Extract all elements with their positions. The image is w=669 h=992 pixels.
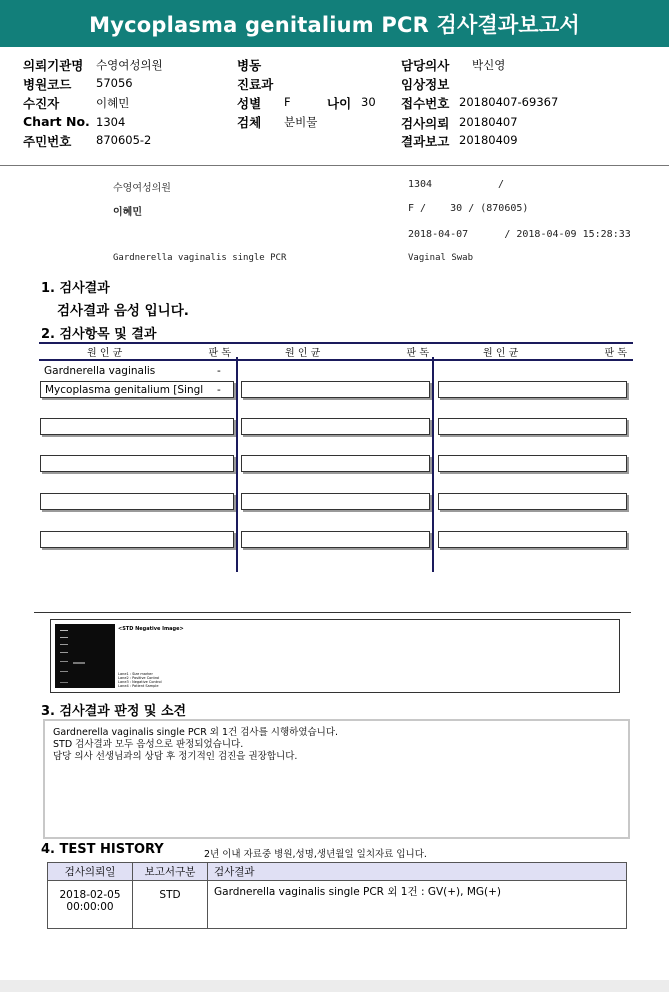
- age-label: 나이: [327, 96, 352, 111]
- result-col-header: 판 독: [604, 348, 627, 359]
- section3-title: 3. 검사결과 판정 및 소견: [41, 704, 187, 719]
- institution-value: 수영여성의원: [96, 58, 163, 72]
- finding-line: 담당 의사 선생님과의 상담 후 정기적인 검진을 권장합니다.: [53, 751, 298, 762]
- sub-institution: 수영여성의원: [113, 183, 171, 194]
- result-row: [40, 381, 234, 398]
- sub-specimen: Vaginal Swab: [408, 253, 474, 263]
- section1-title: 1. 검사결과: [41, 281, 110, 296]
- pathogen-col-header: 원 인 균: [87, 348, 123, 359]
- institution-label: 의뢰기관명: [23, 58, 84, 73]
- sub-test-name: Gardnerella vaginalis single PCR: [113, 253, 287, 263]
- history-type: STD: [133, 881, 208, 929]
- gel-legend-item: Lane1 : Size marker: [118, 672, 153, 676]
- chart-no-value: 1304: [96, 115, 126, 129]
- hospital-code-label: 병원코드: [23, 77, 72, 92]
- empty-result-cell: [241, 531, 430, 548]
- gel-image-panel: [50, 619, 620, 693]
- sex-label: 성별: [237, 96, 262, 111]
- empty-result-cell: [40, 493, 234, 510]
- history-date: [48, 881, 133, 929]
- recipient-value: 이혜민: [96, 96, 130, 110]
- gel-legend-item: Lane2 : Positive Control: [118, 676, 160, 680]
- empty-result-cell: [241, 493, 430, 510]
- gel-legend-item: Lane3 : Negative Control: [118, 680, 162, 684]
- finding-line: STD 검사결과 모두 음성으로 판정되었습니다.: [53, 739, 244, 750]
- page-footer: [0, 980, 669, 992]
- history-header-row: [48, 863, 627, 881]
- sub-patient-name: 이혜민: [113, 207, 142, 218]
- gel-electrophoresis-image: [55, 624, 115, 688]
- specimen-value: 분비물: [284, 115, 318, 129]
- results-grid-header: [39, 342, 633, 361]
- empty-result-cell: [438, 381, 627, 398]
- pathogen-result: -: [217, 384, 221, 396]
- empty-result-cell: [438, 418, 627, 435]
- section4-title: 4. TEST HISTORY: [41, 842, 164, 857]
- section-divider: [34, 612, 631, 613]
- report-date-value: 20180409: [459, 133, 518, 147]
- receipt-no-value: 20180407-69367: [459, 95, 559, 109]
- sub-chart: 1304: [408, 179, 433, 190]
- empty-result-cell: [241, 455, 430, 472]
- history-col-header: 보고서구분: [133, 863, 208, 881]
- findings-box: [43, 719, 630, 839]
- report-date-label: 결과보고: [401, 134, 450, 149]
- age-value: 30: [361, 95, 376, 109]
- history-date-time: 00:00:00: [66, 901, 114, 913]
- section2-title: 2. 검사항목 및 결과: [41, 327, 157, 342]
- pathogen-name: Gardnerella vaginalis: [44, 365, 156, 377]
- empty-result-cell: [241, 418, 430, 435]
- pathogen-col-header: 원 인 균: [483, 348, 519, 359]
- request-date-value: 20180407: [459, 115, 518, 129]
- clinical-info-label: 임상정보: [401, 77, 450, 92]
- grid-divider: [236, 357, 238, 572]
- sub-dates: 2018-04-07 / 2018-04-09 15:28:33: [408, 229, 631, 240]
- history-row: [48, 881, 627, 929]
- history-result: Gardnerella vaginalis single PCR 외 1건 : GV(+), MG(+): [208, 881, 627, 929]
- receipt-no-label: 접수번호: [401, 96, 450, 111]
- history-table: [47, 862, 627, 929]
- empty-result-cell: [40, 531, 234, 548]
- section1-result-text: 검사결과 음성 입니다.: [57, 303, 189, 319]
- report-title: Mycoplasma genitalium PCR 검사결과보고서: [0, 0, 669, 47]
- sex-value: F: [284, 95, 291, 109]
- history-col-header: 검사의뢰일: [48, 863, 133, 881]
- sub-sex-age: F / 30 / (870605): [408, 203, 529, 214]
- pathogen-result: -: [217, 365, 221, 377]
- history-col-header: 검사결과: [208, 863, 627, 881]
- resident-id-label: 주민번호: [23, 134, 72, 149]
- result-col-header: 판 독: [208, 348, 231, 359]
- empty-result-cell: [438, 531, 627, 548]
- gel-legend: [118, 672, 162, 688]
- empty-result-cell: [438, 493, 627, 510]
- grid-divider: [432, 357, 434, 572]
- empty-result-cell: [40, 455, 234, 472]
- history-date-day: 2018-02-05: [59, 889, 121, 901]
- gel-legend-item: Lane4 : Patient Sample: [118, 684, 159, 688]
- chart-no-label: Chart No.: [23, 114, 90, 129]
- empty-result-cell: [241, 381, 430, 398]
- ward-label: 병동: [237, 58, 262, 73]
- gel-caption: <STD Negative Image>: [118, 626, 184, 632]
- recipient-label: 수진자: [23, 96, 60, 111]
- doctor-value: 박신영: [472, 58, 506, 72]
- empty-result-cell: [438, 455, 627, 472]
- result-col-header: 판 독: [406, 348, 429, 359]
- specimen-label: 검체: [237, 115, 262, 130]
- request-date-label: 검사의뢰: [401, 116, 450, 131]
- pathogen-name: Mycoplasma genitalium [Singl: [45, 384, 204, 396]
- empty-result-cell: [40, 418, 234, 435]
- sub-slash: /: [498, 179, 505, 190]
- hospital-code-value: 57056: [96, 76, 133, 90]
- doctor-label: 담당의사: [401, 58, 450, 73]
- department-label: 진료과: [237, 77, 274, 92]
- history-note: 2년 이내 자료중 병원,성명,생년월일 일치자료 입니다.: [204, 849, 427, 860]
- pathogen-col-header: 원 인 균: [285, 348, 321, 359]
- resident-id-value: 870605-2: [96, 133, 152, 147]
- finding-line: Gardnerella vaginalis single PCR 외 1건 검사를 시행하였습니다.: [53, 727, 339, 738]
- result-row: [39, 363, 235, 379]
